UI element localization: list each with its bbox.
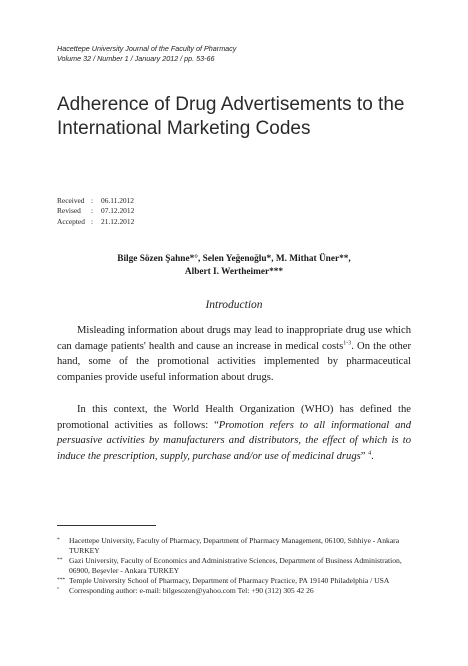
journal-volume: Volume 32 / Number 1 / January 2012 / pp. 53-66 <box>57 54 215 63</box>
date-separator: : <box>91 216 94 226</box>
journal-name: Hacettepe University Journal of the Faculty of Pharmacy <box>57 44 237 53</box>
authors-line-1: Bilge Sözen Şahne*°, Selen Yeğenoğlu*, M. Mithat Üner**, <box>117 254 351 264</box>
date-label: Accepted <box>57 216 85 226</box>
footnote <box>57 536 419 556</box>
footnote-text: Corresponding author: e-mail: bilgesozen@yahoo.com Tel: +90 (312) 305 42 26 <box>69 586 314 595</box>
footnote-divider <box>57 525 156 526</box>
paragraph-1 <box>57 323 411 385</box>
footnotes <box>57 536 419 596</box>
article-dates <box>57 196 134 227</box>
footnote-text: Temple University School of Pharmacy, Department of Pharmacy Practice, PA 19140 Philadelphia / USA <box>69 576 390 585</box>
footnote <box>57 556 419 576</box>
who-definition-quote: Promotion refers to all informational and persuasive activities by manufacturers and distributors, the effect of which is to induce the prescription, supply, purchase and/or use of medicinal drugs <box>57 419 411 462</box>
citation-ref: 1-3 <box>343 340 352 347</box>
section-heading: Introduction <box>205 299 263 311</box>
date-value: 06.11.2012 <box>101 196 134 205</box>
date-revised <box>57 206 134 216</box>
authors-line-2: Albert I. Wertheimer*** <box>184 267 284 277</box>
paragraph-text: In this context, the World Health Organization (WHO) has defined the promotional activities as follows: “ <box>57 404 411 431</box>
date-separator: : <box>91 206 94 216</box>
date-value: 21.12.2012 <box>101 216 135 226</box>
paragraph-text: . On the other hand, some of the promotional activities implemented by pharmaceutical companies provide useful information about drugs. <box>57 340 411 383</box>
footnote-text: Hacettepe University, Faculty of Pharmacy, Department of Pharmacy Management, 06100, Sıhhiye - Ankara TURKEY <box>69 536 400 555</box>
footnote-text: Gazi University, Faculty of Economics and Administrative Sciences, Department of Business Administration, 06900, Beşevler - Ankara TURKEY <box>69 556 402 575</box>
paragraph-text: . <box>371 450 374 462</box>
journal-header <box>57 44 236 64</box>
paragraph-2 <box>57 402 411 464</box>
date-accepted <box>57 217 134 227</box>
date-separator: : <box>91 196 94 205</box>
footnote-mark: ° <box>57 587 60 593</box>
paragraph-text: Misleading information about drugs may lead to inappropriate drug use which can damage patients' health and cause an increase in medical costs <box>57 325 411 352</box>
footnote-mark: ** <box>57 557 63 563</box>
footnote-mark: * <box>57 537 60 543</box>
footnote-mark: *** <box>57 577 66 583</box>
date-label: Received <box>57 196 85 205</box>
article-title: Adherence of Drug Advertisements to the International Marketing Codes <box>57 94 405 139</box>
paragraph-text: ” <box>360 450 369 462</box>
footnote <box>57 586 419 596</box>
date-received <box>57 196 134 206</box>
citation-ref: 4 <box>368 450 372 457</box>
author-list <box>57 253 411 279</box>
footnote <box>57 576 419 586</box>
date-value: 07.12.2012 <box>101 206 135 216</box>
date-label: Revised <box>57 206 81 216</box>
